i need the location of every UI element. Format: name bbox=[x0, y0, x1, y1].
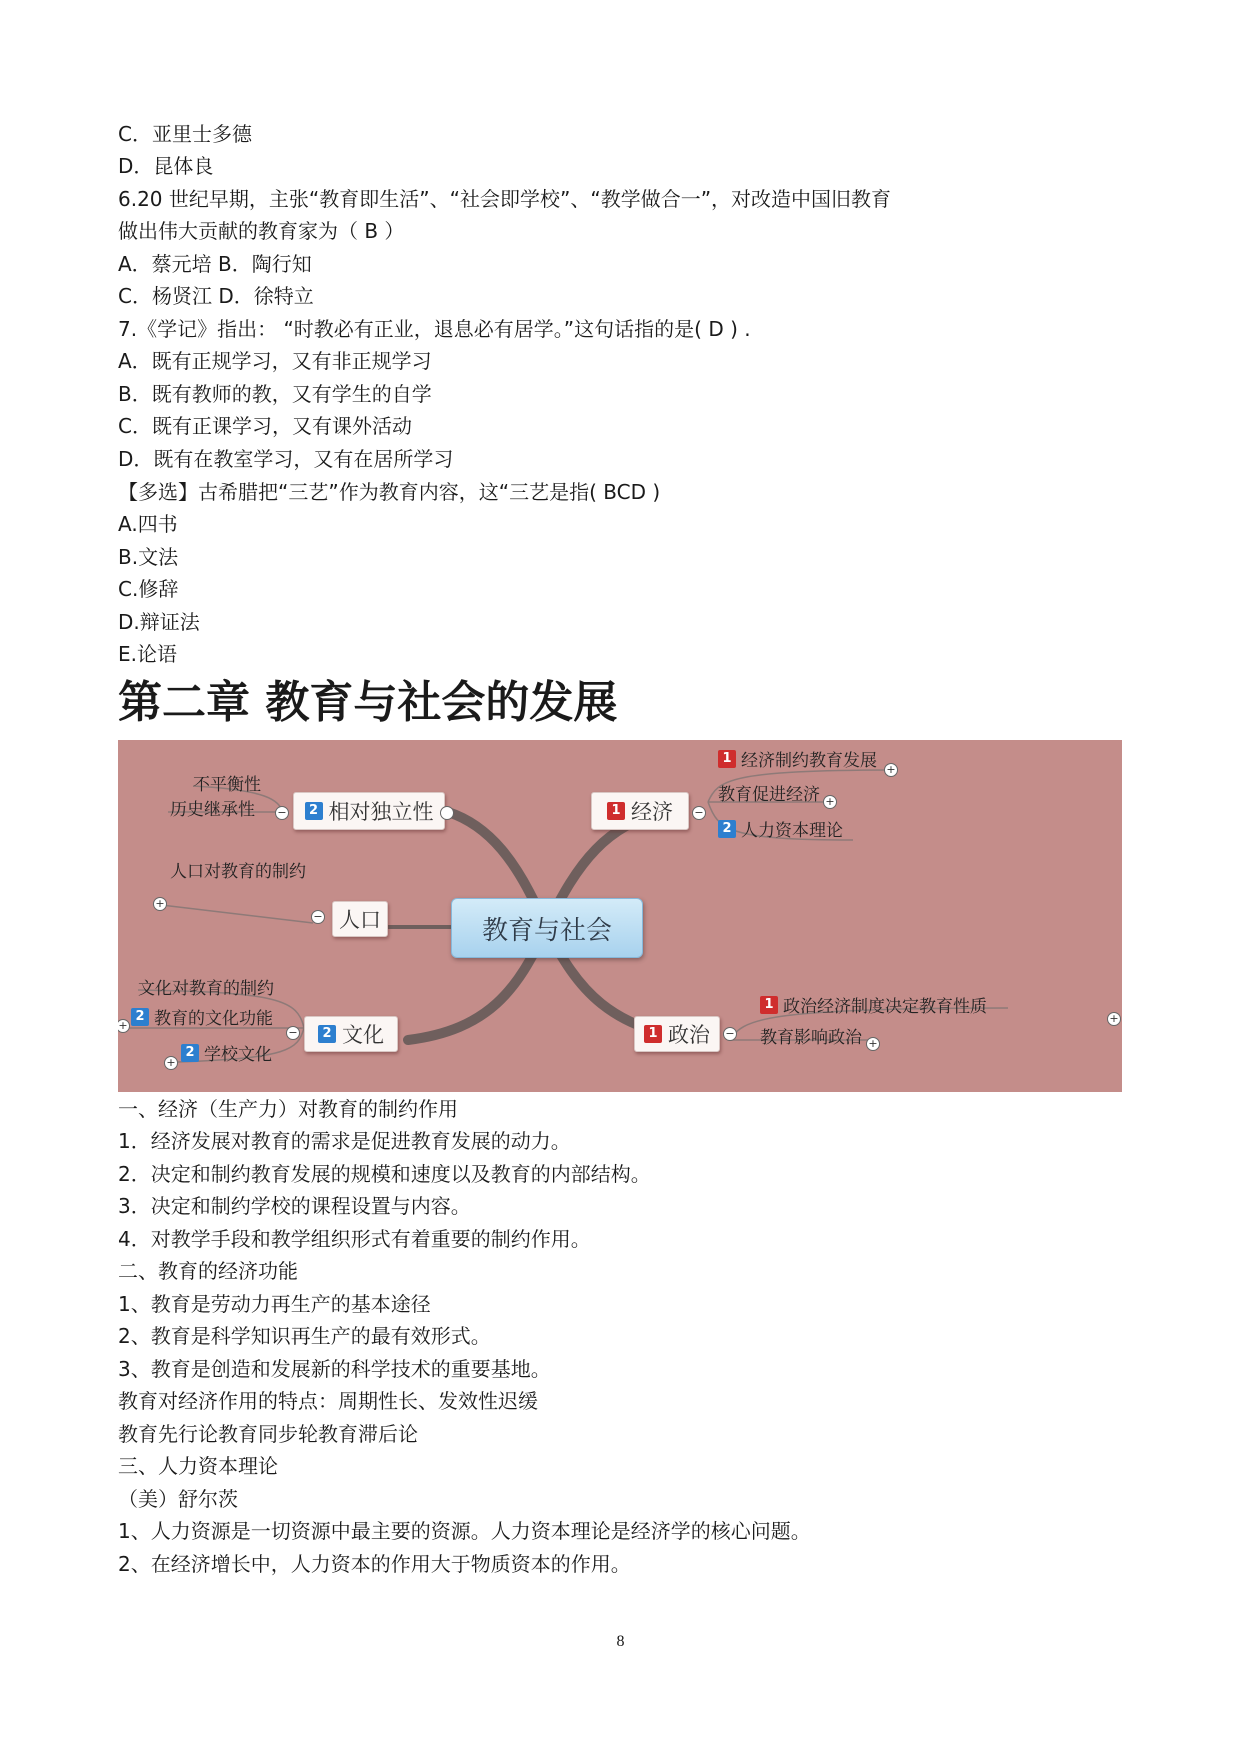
collapse-icon[interactable]: − bbox=[275, 806, 289, 820]
priority-2-icon: 2 bbox=[131, 1008, 149, 1026]
priority-2-icon: 2 bbox=[181, 1044, 199, 1062]
leaf-education-promotes-economy: 教育促进经济 bbox=[718, 785, 820, 805]
leaf-education-influences-politics: 教育影响政治 bbox=[760, 1028, 862, 1048]
multi-choice-option-e: E.论语 bbox=[118, 642, 177, 666]
leaf-text: 教育的文化功能 bbox=[154, 1009, 273, 1029]
node-politics[interactable] bbox=[634, 1016, 720, 1052]
leaf-economy-constrains bbox=[718, 746, 877, 771]
question-7-stem: 7.《学记》指出： “时教必有正业，退息必有居学。”这句话指的是( D ) . bbox=[118, 317, 751, 341]
section-1-heading: 一、经济（生产力）对教育的制约作用 bbox=[118, 1097, 458, 1121]
expand-icon[interactable]: + bbox=[1107, 1012, 1121, 1026]
multi-choice-stem: 【多选】古希腊把“三艺”作为教育内容，这“三艺是指( BCD ) bbox=[118, 480, 661, 504]
node-label: 政治 bbox=[668, 1023, 710, 1047]
priority-2-icon: 2 bbox=[718, 820, 736, 838]
option-c-aristotle: C．亚里士多德 bbox=[118, 122, 252, 146]
multi-choice-option-d: D.辩证法 bbox=[118, 610, 200, 634]
mindmap bbox=[118, 740, 1122, 1092]
option-d-quintilian: D．昆体良 bbox=[118, 154, 214, 178]
section-2-characteristics: 教育对经济作用的特点：周期性长、发效性迟缓 bbox=[118, 1389, 538, 1413]
section-1-item-3: 3．决定和制约学校的课程设置与内容。 bbox=[118, 1194, 471, 1218]
node-label: 经济 bbox=[631, 800, 673, 824]
page-number: 8 bbox=[616, 1633, 625, 1650]
expand-icon[interactable]: + bbox=[118, 1019, 130, 1033]
expand-icon[interactable]: + bbox=[823, 795, 837, 809]
leaf-human-capital bbox=[718, 816, 843, 841]
collapse-icon[interactable]: − bbox=[311, 910, 325, 924]
connector-dot-icon bbox=[440, 806, 454, 820]
leaf-cultural-function bbox=[131, 1004, 273, 1029]
priority-2-icon: 2 bbox=[305, 802, 323, 820]
section-1-item-1: 1．经济发展对教育的需求是促进教育发展的动力。 bbox=[118, 1129, 571, 1153]
leaf-unbalanced: 不平衡性 bbox=[193, 775, 261, 795]
leaf-culture-constrains: 文化对教育的制约 bbox=[138, 979, 274, 999]
node-label: 文化 bbox=[342, 1023, 384, 1047]
question-7-option-b: B．既有教师的教，又有学生的自学 bbox=[118, 382, 432, 406]
expand-icon[interactable]: + bbox=[153, 897, 167, 911]
section-2-item-2: 2、教育是科学知识再生产的最有效形式。 bbox=[118, 1324, 491, 1348]
section-3-item-1: 1、人力资源是一切资源中最主要的资源。人力资本理论是经济学的核心问题。 bbox=[118, 1519, 811, 1543]
question-6-options-cd: C．杨贤江 D．徐特立 bbox=[118, 284, 314, 308]
section-3-item-2: 2、在经济增长中，人力资本的作用大于物质资本的作用。 bbox=[118, 1552, 631, 1576]
expand-icon[interactable]: + bbox=[866, 1037, 880, 1051]
section-2-item-1: 1、教育是劳动力再生产的基本途径 bbox=[118, 1292, 431, 1316]
priority-1-icon: 1 bbox=[718, 750, 736, 768]
collapse-icon[interactable]: − bbox=[723, 1027, 737, 1041]
leaf-line-population bbox=[153, 904, 313, 923]
priority-2-icon: 2 bbox=[318, 1025, 336, 1043]
multi-choice-option-a: A.四书 bbox=[118, 512, 178, 536]
question-7-option-a: A．既有正规学习，又有非正规学习 bbox=[118, 349, 432, 373]
section-1-item-2: 2．决定和制约教育发展的规模和速度以及教育的内部结构。 bbox=[118, 1162, 651, 1186]
expand-icon[interactable]: + bbox=[164, 1056, 178, 1070]
section-3-heading: 三、人力资本理论 bbox=[118, 1454, 278, 1478]
center-node[interactable]: 教育与社会 bbox=[451, 898, 643, 958]
section-2-item-3: 3、教育是创造和发展新的科学技术的重要基地。 bbox=[118, 1357, 551, 1381]
collapse-icon[interactable]: − bbox=[286, 1026, 300, 1040]
leaf-text: 人力资本理论 bbox=[741, 821, 843, 841]
leaf-school-culture bbox=[181, 1040, 272, 1065]
section-2-heading: 二、教育的经济功能 bbox=[118, 1259, 298, 1283]
leaf-historical-inheritance: 历史继承性 bbox=[170, 800, 255, 820]
priority-1-icon: 1 bbox=[644, 1025, 662, 1043]
priority-1-icon: 1 bbox=[607, 802, 625, 820]
node-label: 人口 bbox=[339, 908, 381, 932]
node-economy[interactable] bbox=[591, 792, 689, 830]
node-culture[interactable] bbox=[304, 1016, 398, 1052]
question-6-options-ab: A．蔡元培 B．陶行知 bbox=[118, 252, 312, 276]
leaf-political-system-determines bbox=[760, 992, 987, 1017]
leaf-text: 政治经济制度决定教育性质 bbox=[783, 997, 987, 1017]
multi-choice-option-b: B.文法 bbox=[118, 545, 179, 569]
multi-choice-option-c: C.修辞 bbox=[118, 577, 179, 601]
question-7-option-c: C．既有正课学习，又有课外活动 bbox=[118, 414, 412, 438]
question-6-stem: 6.20 世纪早期，主张“教育即生活”、“社会即学校”、“教学做合一”，对改造中国旧教育 bbox=[118, 187, 892, 211]
section-2-theories: 教育先行论教育同步轮教育滞后论 bbox=[118, 1422, 418, 1446]
leaf-text: 经济制约教育发展 bbox=[741, 751, 877, 771]
leaf-text: 学校文化 bbox=[204, 1045, 272, 1065]
question-6-stem-cont: 做出伟大贡献的教育家为（ B ） bbox=[118, 219, 405, 243]
collapse-icon[interactable]: − bbox=[692, 806, 706, 820]
priority-1-icon: 1 bbox=[760, 996, 778, 1014]
node-label: 相对独立性 bbox=[328, 800, 434, 824]
section-3-author: （美）舒尔茨 bbox=[118, 1487, 238, 1511]
section-1-item-4: 4．对教学手段和教学组织形式有着重要的制约作用。 bbox=[118, 1227, 591, 1251]
chapter-title: 第二章 教育与社会的发展 bbox=[118, 677, 618, 728]
leaf-population-constrains: 人口对教育的制约 bbox=[170, 862, 306, 882]
question-7-option-d: D．既有在教室学习，又有在居所学习 bbox=[118, 447, 454, 471]
node-population[interactable] bbox=[332, 901, 388, 937]
node-relative-independence[interactable] bbox=[293, 792, 445, 830]
expand-icon[interactable]: + bbox=[884, 763, 898, 777]
